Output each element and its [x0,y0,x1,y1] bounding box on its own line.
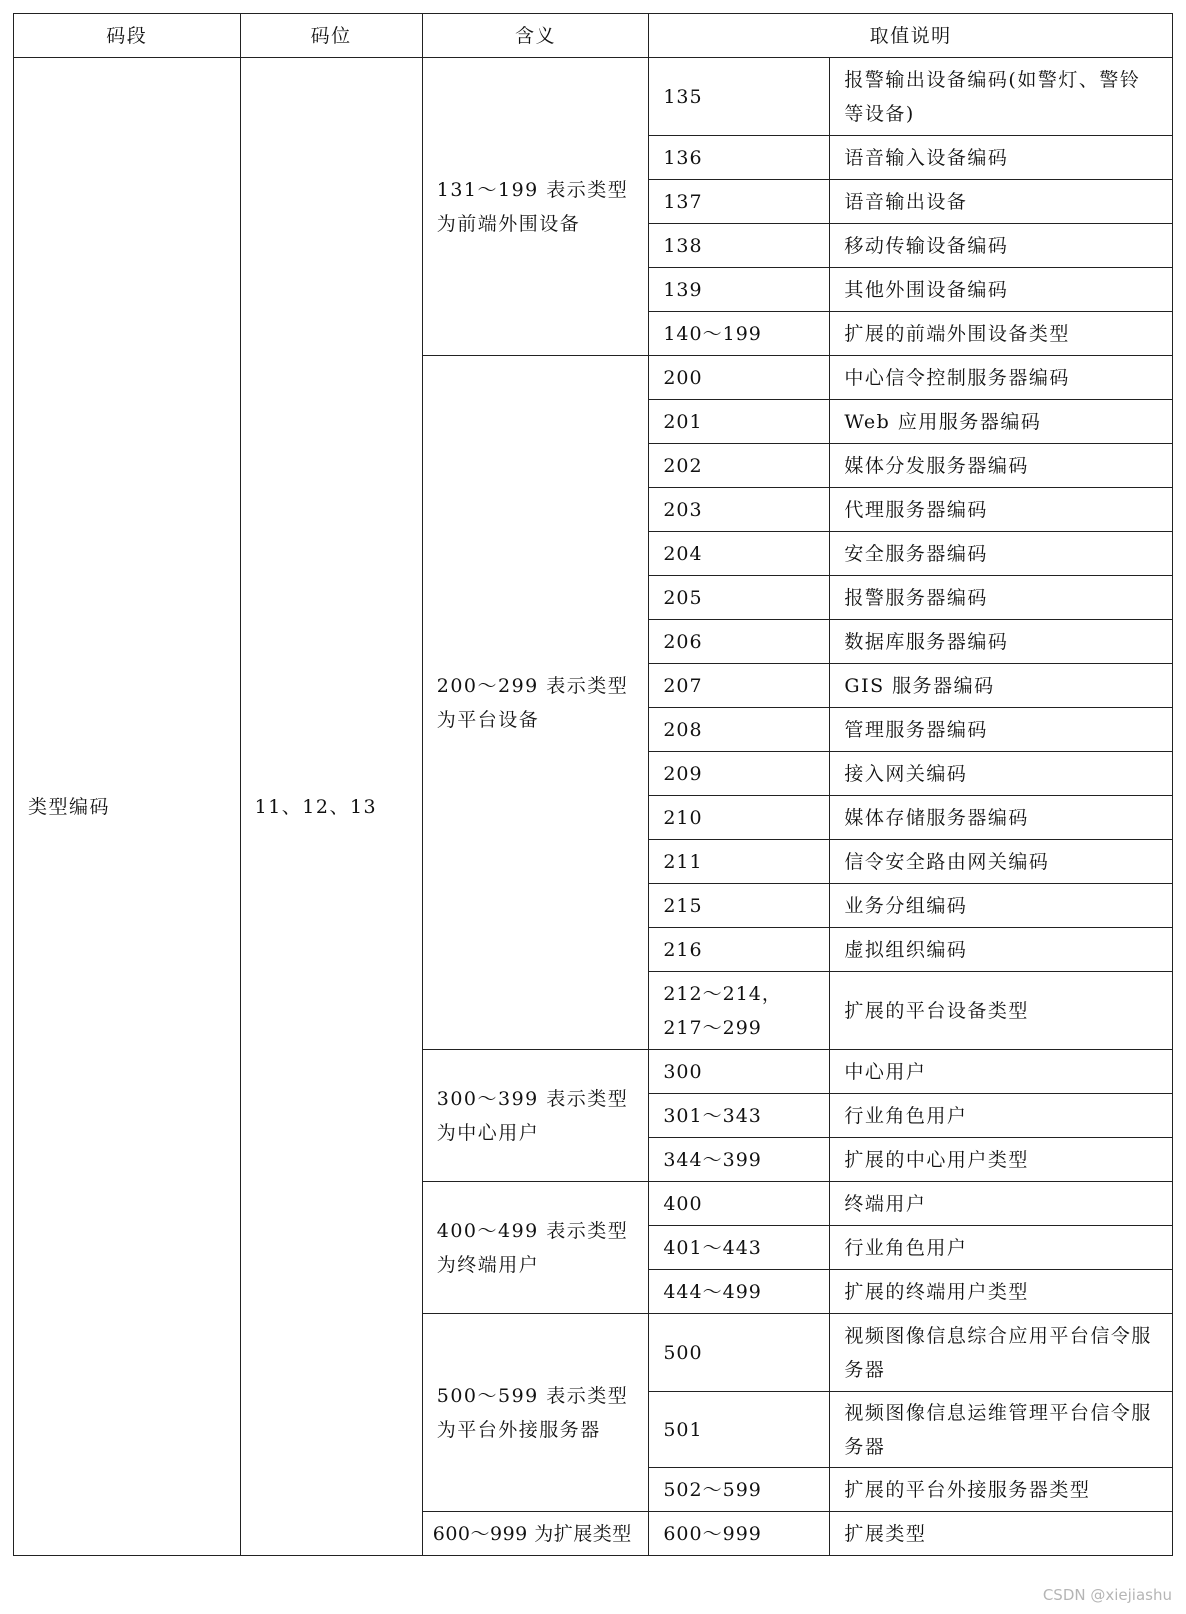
code-table-container [13,13,1173,1556]
description-cell: 扩展的平台设备类型 [830,972,1173,1050]
description-cell: 中心信令控制服务器编码 [830,356,1173,400]
header-meaning: 含义 [422,14,649,58]
description-cell: 扩展的终端用户类型 [830,1270,1173,1314]
code-cell: 444～499 [649,1270,830,1314]
description-cell: 报警服务器编码 [830,576,1173,620]
description-cell: 视频图像信息综合应用平台信令服务器 [830,1314,1173,1392]
description-cell: 扩展的中心用户类型 [830,1138,1173,1182]
code-cell: 202 [649,444,830,488]
description-cell: 数据库服务器编码 [830,620,1173,664]
code-cell: 211 [649,840,830,884]
description-cell: Web 应用服务器编码 [830,400,1173,444]
code-cell: 139 [649,268,830,312]
code-cell: 206 [649,620,830,664]
code-cell: 140～199 [649,312,830,356]
description-cell: 中心用户 [830,1050,1173,1094]
description-cell: 媒体分发服务器编码 [830,444,1173,488]
meaning-cell: 500～599 表示类型为平台外接服务器 [422,1314,649,1512]
description-cell: 其他外围设备编码 [830,268,1173,312]
description-cell: 信令安全路由网关编码 [830,840,1173,884]
watermark: CSDN @xiejiashu [1042,1586,1172,1604]
code-cell: 203 [649,488,830,532]
description-cell: 管理服务器编码 [830,708,1173,752]
code-cell: 502～599 [649,1468,830,1512]
code-cell: 200 [649,356,830,400]
code-cell: 137 [649,180,830,224]
code-cell: 501 [649,1392,830,1468]
code-cell: 215 [649,884,830,928]
meaning-cell: 300～399 表示类型为中心用户 [422,1050,649,1182]
description-cell: 语音输入设备编码 [830,136,1173,180]
meaning-cell: 200～299 表示类型为平台设备 [422,356,649,1050]
code-cell: 207 [649,664,830,708]
description-cell: 报警输出设备编码(如警灯、警铃等设备) [830,58,1173,136]
code-cell: 300 [649,1050,830,1094]
description-cell: 语音输出设备 [830,180,1173,224]
code-cell: 210 [649,796,830,840]
code-cell: 401～443 [649,1226,830,1270]
code-cell: 135 [649,58,830,136]
description-cell: 虚拟组织编码 [830,928,1173,972]
header-segment: 码段 [14,14,241,58]
header-value-description: 取值说明 [649,14,1173,58]
code-cell: 216 [649,928,830,972]
description-cell: 接入网关编码 [830,752,1173,796]
description-cell: 视频图像信息运维管理平台信令服务器 [830,1392,1173,1468]
description-cell: 终端用户 [830,1182,1173,1226]
header-position: 码位 [240,14,422,58]
description-cell: 移动传输设备编码 [830,224,1173,268]
code-cell: 205 [649,576,830,620]
description-cell: 扩展的前端外围设备类型 [830,312,1173,356]
description-cell: 扩展类型 [830,1512,1173,1556]
description-cell: 业务分组编码 [830,884,1173,928]
code-cell: 201 [649,400,830,444]
description-cell: 媒体存储服务器编码 [830,796,1173,840]
code-cell: 138 [649,224,830,268]
code-cell: 212～214，217～299 [649,972,830,1050]
meaning-cell: 600～999 为扩展类型 [422,1512,649,1556]
description-cell: 行业角色用户 [830,1094,1173,1138]
type-code-table [13,13,1173,1556]
description-cell: GIS 服务器编码 [830,664,1173,708]
code-cell: 204 [649,532,830,576]
table-row [14,58,1173,136]
description-cell: 扩展的平台外接服务器类型 [830,1468,1173,1512]
segment-cell: 类型编码 [14,58,241,1556]
description-cell: 代理服务器编码 [830,488,1173,532]
code-cell: 600～999 [649,1512,830,1556]
meaning-cell: 131～199 表示类型为前端外围设备 [422,58,649,356]
code-cell: 400 [649,1182,830,1226]
code-cell: 136 [649,136,830,180]
code-cell: 344～399 [649,1138,830,1182]
code-cell: 500 [649,1314,830,1392]
meaning-cell: 400～499 表示类型为终端用户 [422,1182,649,1314]
code-cell: 208 [649,708,830,752]
code-cell: 209 [649,752,830,796]
code-cell: 301～343 [649,1094,830,1138]
description-cell: 行业角色用户 [830,1226,1173,1270]
header-row [14,14,1173,58]
position-cell: 11、12、13 [240,58,422,1556]
description-cell: 安全服务器编码 [830,532,1173,576]
